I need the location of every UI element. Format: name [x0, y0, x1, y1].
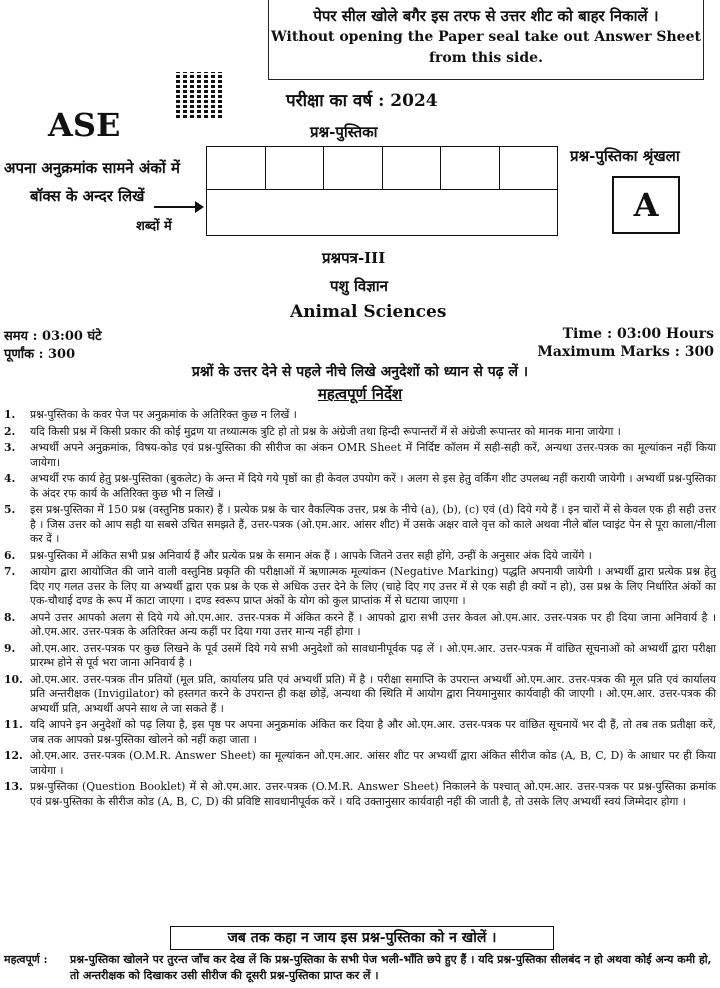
- logo-text: ASE: [48, 106, 121, 144]
- instruction-item: [4, 611, 716, 640]
- footer-key: महत्वपूर्ण :: [4, 953, 48, 966]
- instruction-item: [4, 642, 716, 671]
- instruction-number: 11.: [4, 718, 23, 731]
- footer-text: प्रश्न-पुस्तिका खोलने पर तुरन्त जाँच कर देख लें कि प्रश्न-पुस्तिका के सभी पेज भली-भाँति छपे हुए हैं । यदि प्रश्न-पुस्तिका सीलबंद न हो अथवा कोई अन्य कमी हो, तो अन्तरीक्षक को दिखाकर उसी सीरीज की दूसरी प्रश्न-पुस्तिका प्राप्त कर लें ।: [70, 953, 712, 982]
- marks-english: Maximum Marks : 300: [537, 344, 714, 360]
- series-label: प्रश्न-पुस्तिका श्रृंखला: [570, 147, 680, 165]
- instruction-item: [4, 780, 716, 809]
- roll-digit-box[interactable]: [441, 147, 500, 189]
- seal-notice-box: [268, 0, 704, 80]
- roll-instruction-line1: अपना अनुक्रमांक सामने अंकों में: [4, 159, 180, 177]
- instruction-number: 13.: [4, 780, 23, 793]
- time-hindi: समय : 03:00 घंटे: [4, 329, 102, 344]
- instruction-text: प्रश्न-पुस्तिका के कवर पेज पर अनुक्रमांक के अतिरिक्त कुछ न लिखें ।: [30, 408, 297, 421]
- instruction-text: यदि आपने इन अनुदेशों को पढ़ लिया है, इस पृष्ठ पर अपना अनुक्रमांक अंकित कर दिया है और ओ.एम.आर. उत्तर-पत्रक पर वांछित सूचनायें भर दी हैं, तो तब तक प्रतीक्षा करें, जब तक आपको प्रश्न-पुस्तिका खोलने को नहीं कहा जाता ।: [30, 718, 716, 746]
- roll-words-box[interactable]: [207, 190, 557, 234]
- instruction-text: अभ्यर्थी रफ कार्य हेतु प्रश्न-पुस्तिका (बुकलेट) के अन्त में दिये गये पृष्ठों का ही केवल उपयोग करें । अलग से इस हेतु वर्किंग शीट उपलब्ध नहीं करायी जायेगी । अभ्यर्थी प्रश्न-पुस्तिका के अंदर रफ कार्य के अतिरिक्त कुछ भी न लिखें ।: [30, 472, 716, 500]
- instruction-text: आयोग द्वारा आयोजित की जाने वाली वस्तुनिष्ठ प्रकृति की परीक्षाओं में ऋणात्मक मूल्यांकन (Negative Marking) पद्धति अपनायी जायेगी । अभ्यर्थी द्वारा प्रत्येक प्रश्न हेतु दिए गए गलत उत्तर के लिए या अभ्यर्थी द्वारा एक प्रश्न के एक से अधिक उत्तर देने के लिए (चाहे दिए गए उत्तर में से एक सही ही क्यों न हो), उस प्रश्न के लिए निर्धारित अंकों का एक-चौथाई दण्ड के रूप में काटा जाएगा । दण्ड स्वरूप प्राप्त अंकों के योग को कुल प्राप्तांक में से घटाया जाएगा ।: [30, 565, 716, 607]
- paper-number: प्रश्नपत्र-III: [322, 249, 386, 267]
- exam-year: परीक्षा का वर्ष : 2024: [286, 91, 438, 111]
- instruction-item: [4, 503, 716, 547]
- instruction-text: ओ.एम.आर. उत्तर-पत्रक पर कुछ लिखने के पूर्व उसमें दिये गये सभी अनुदेशों को सावधानीपूर्वक पढ़ लें । ओ.एम.आर. उत्तर-पत्रक में वांछित सूचनाओं को अभ्यर्थी द्वारा परीक्षा प्रारम्भ होने से पूर्व भरा जाना अनिवार्य है ।: [30, 641, 716, 669]
- barcode-icon: [176, 72, 222, 118]
- instruction-text: ओ.एम.आर. उत्तर-पत्रक तीन प्रतियों (मूल प्रति, कार्यालय प्रति एवं अभ्यर्थी प्रति) में है । परीक्षा समाप्ति के उपरान्त अभ्यर्थी ओ.एम.आर. उत्तर-पत्रक की मूल प्रति एवं कार्यालय प्रति अन्तरीक्षक (Invigilator) को हस्तगत करने के उपरान्त ही कक्ष छोड़ें, अन्यथा की स्थिति में आयोग द्वारा नियमानुसार कार्यवाही की जाएगी । ओ.एम.आर. उत्तर-पत्रक की अभ्यर्थी प्रति, अभ्यर्थी अपने साथ ले जा सकते हैं ।: [30, 672, 716, 715]
- booklet-label: प्रश्न-पुस्तिका: [310, 123, 378, 141]
- instruction-item: [4, 425, 716, 440]
- seal-notice-english-line2: from this side.: [429, 50, 543, 66]
- instruction-item: [4, 673, 716, 717]
- instruction-item: [4, 718, 716, 747]
- arrow-right-icon: [154, 206, 202, 208]
- instruction-item: [4, 549, 716, 564]
- roll-digit-box[interactable]: [266, 147, 325, 189]
- instruction-number: 12.: [4, 749, 23, 762]
- instruction-text: अपने उत्तर आपको अलग से दिये गये ओ.एम.आर. उत्तर-पत्रक में अंकित करने हैं । आपको द्वारा सभी उत्तर केवल ओ.एम.आर. उत्तर-पत्रक पर ही दिया जाना अनिवार्य है । ओ.एम.आर. उत्तर-पत्रक के अतिरिक्त अन्य कहीं पर दिया गया उत्तर मान्य नहीं होगा ।: [30, 610, 716, 638]
- instruction-number: 10.: [4, 672, 23, 686]
- instruction-number: 8.: [4, 610, 16, 624]
- instruction-number: 4.: [4, 472, 16, 485]
- marks-hindi: पूर्णांक : 300: [4, 347, 76, 362]
- instruction-number: 9.: [4, 641, 16, 655]
- instruction-item: [4, 749, 716, 778]
- instructions-title: महत्वपूर्ण निर्देश: [317, 385, 403, 403]
- instruction-text: इस प्रश्न-पुस्तिका में 150 प्रश्न (वस्तुनिष्ठ प्रकार) हैं । प्रत्येक प्रश्न के चार वैकल्पिक उत्तर, प्रश्न के नीचे (a), (b), (c) एवं (d) दिये गये हैं । इन चारों में से केवल एक ही सही उत्तर है । जिस उत्तर को आप सही या सबसे उचित समझते हैं, उत्तर-पत्रक (ओ.एम.आर. आंसर शीट) में उसके अक्षर वाले वृत्त को काले अथवा नीले बॉल प्वाइंट पेन से पूरा काला/नीला कर दें ।: [30, 503, 716, 545]
- roll-digit-row[interactable]: [207, 147, 557, 190]
- instruction-text: प्रश्न-पुस्तिका (Question Booklet) में से ओ.एम.आर. उत्तर-पत्रक (O.M.R. Answer Sheet) निकालने के पश्चात् ओ.एम.आर. उत्तर-पत्रक पर प्रश्न-पुस्तिका क्रमांक एवं प्रश्न-पुस्तिका के सीरीज कोड (A, B, C, D) की प्रविष्टि सावधानीपूर्वक करें । यदि उक्तानुसार कार्यवाही नहीं की जाती है, तो उसके लिए अभ्यर्थी स्वयं जिम्मेदार होगा ।: [30, 780, 716, 808]
- instruction-number: 6.: [4, 548, 16, 562]
- words-label: शब्दों में: [136, 219, 172, 234]
- roll-instruction-line2: बॉक्स के अन्दर लिखें: [30, 187, 145, 205]
- do-not-open-warning: जब तक कहा न जाय इस प्रश्न-पुस्तिका को न खोलें ।: [170, 926, 554, 950]
- instruction-number: 7.: [4, 565, 16, 578]
- instructions-list: [4, 408, 716, 811]
- instruction-text: ओ.एम.आर. उत्तर-पत्रक (O.M.R. Answer Sheet) का मूल्यांकन ओ.एम.आर. आंसर शीट पर अभ्यर्थी द्वारा अंकित सीरीज कोड (A, B, C, D) के आधार पर ही किया जायेगा ।: [30, 749, 716, 777]
- instructions-intro: प्रश्नों के उत्तर देने से पहले नीचे लिखे अनुदेशों को ध्यान से पढ़ लें ।: [191, 364, 529, 380]
- subject-hindi: पशु विज्ञान: [330, 277, 388, 295]
- subject-english: Animal Sciences: [290, 302, 447, 322]
- instruction-text: अभ्यर्थी अपने अनुक्रमांक, विषय-कोड एवं प्रश्न-पुस्तिका की सीरीज का अंकन OMR Sheet में निर्दिष्ट कॉलम में सही-सही करें, अन्यथा उत्तर-पत्रक का मूल्यांकन नहीं किया जायेगा।: [30, 441, 716, 469]
- instruction-item: [4, 472, 716, 501]
- footer-note: [4, 952, 716, 984]
- instruction-number: 5.: [4, 503, 16, 516]
- roll-digit-box[interactable]: [324, 147, 383, 189]
- instruction-number: 2.: [4, 424, 16, 438]
- roll-digit-box[interactable]: [500, 147, 558, 189]
- time-english: Time : 03:00 Hours: [562, 326, 714, 342]
- instruction-item: [4, 441, 716, 470]
- instruction-item: [4, 565, 716, 609]
- instruction-text: प्रश्न-पुस्तिका में अंकित सभी प्रश्न अनिवार्य हैं और प्रत्येक प्रश्न के समान अंक हैं । आपके जितने उत्तर सही होंगे, उन्हीं के अनुसार अंक दिये जायेंगे ।: [30, 548, 592, 562]
- series-box: A: [612, 176, 680, 234]
- seal-notice-hindi: पेपर सील खोले बगैर इस तरफ से उत्तर शीट को बाहर निकालें ।: [313, 7, 659, 25]
- instruction-number: 3.: [4, 441, 16, 454]
- seal-notice-english-line1: Without opening the Paper seal take out Answer Sheet: [271, 29, 701, 45]
- instruction-number: 1.: [4, 408, 16, 421]
- roll-digit-box[interactable]: [383, 147, 442, 189]
- instruction-item: [4, 408, 716, 423]
- instruction-text: यदि किसी प्रश्न में किसी प्रकार की कोई मुद्रण या तथ्यात्मक त्रुटि हो तो प्रश्न के अंग्रेजी तथा हिन्दी रूपान्तरों में से अंग्रेजी रूपान्तर को मानक माना जायेगा ।: [30, 424, 621, 438]
- roll-number-grid[interactable]: [206, 146, 558, 236]
- roll-digit-box[interactable]: [207, 147, 266, 189]
